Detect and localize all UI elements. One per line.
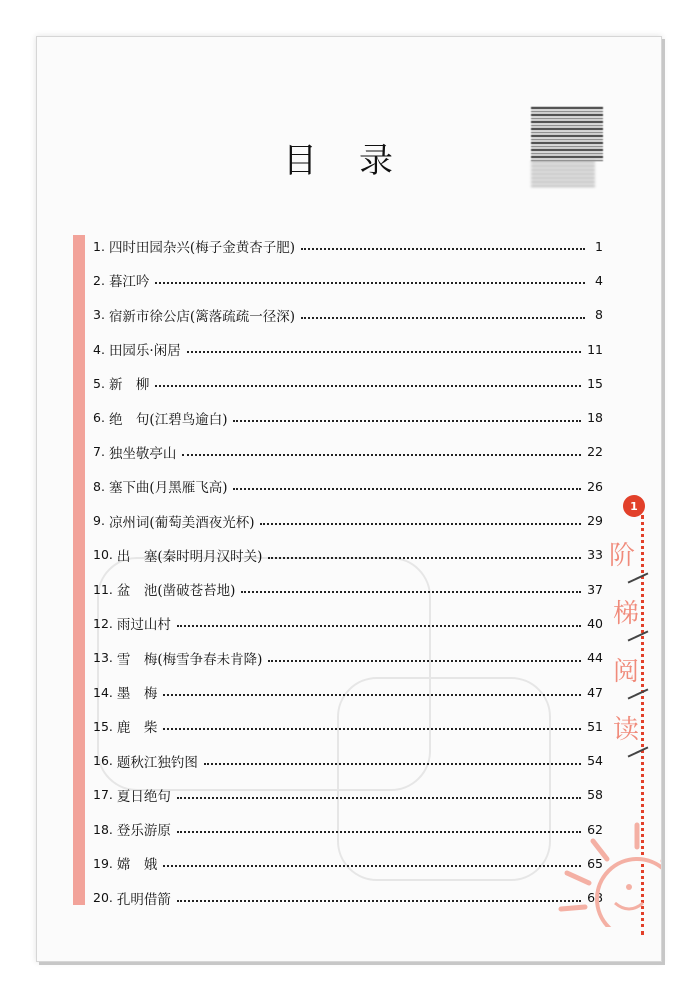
entry-number: 6. <box>93 410 105 426</box>
accent-bar <box>73 235 85 905</box>
leader-dots <box>163 728 581 730</box>
entry-number: 15. <box>93 718 113 734</box>
entry-number: 10. <box>93 547 113 563</box>
entry-page: 47 <box>587 684 603 700</box>
entry-title: 雨过山村 <box>116 617 171 634</box>
series-label-dash <box>628 688 649 699</box>
entry-title: 田园乐·闲居 <box>108 343 181 360</box>
toc-entry[interactable] <box>93 366 603 400</box>
entry-page: 51 <box>587 718 603 734</box>
entry-page: 33 <box>587 547 603 563</box>
entry-number: 20. <box>93 890 113 906</box>
leader-dots <box>163 865 581 867</box>
entry-title: 夏日绝句 <box>116 788 171 805</box>
entry-title: 孔明借箭 <box>116 891 171 908</box>
page-title <box>283 133 393 181</box>
page-title-char: 目 <box>283 140 317 181</box>
leader-dots <box>177 900 581 902</box>
toc-entry[interactable] <box>93 298 603 332</box>
toc-entry[interactable] <box>93 881 603 915</box>
toc-entry[interactable] <box>93 538 603 572</box>
leader-dots <box>187 351 581 353</box>
sun-decoration-icon <box>545 807 662 927</box>
entry-page: 54 <box>587 753 603 769</box>
entry-number: 8. <box>93 478 105 494</box>
page-title-char: 录 <box>359 140 393 181</box>
series-label-char: 读 <box>613 715 640 745</box>
leader-dots <box>268 660 581 662</box>
toc-entry[interactable] <box>93 675 603 709</box>
toc-entry[interactable] <box>93 503 603 537</box>
book-page <box>36 36 662 962</box>
entry-title: 宿新市徐公店(篱落疏疏一径深) <box>108 308 295 325</box>
toc-entry[interactable] <box>93 641 603 675</box>
entry-number: 17. <box>93 787 113 803</box>
entry-page: 11 <box>587 341 603 357</box>
entry-title: 凉州词(葡萄美酒夜光杯) <box>108 514 255 531</box>
page-number-badge: 1 <box>623 495 645 517</box>
entry-page: 40 <box>587 615 603 631</box>
leader-dots <box>268 557 581 559</box>
entry-title: 塞下曲(月黑雁飞高) <box>108 480 228 497</box>
toc-entry[interactable] <box>93 263 603 297</box>
leader-dots <box>163 694 581 696</box>
entry-number: 1. <box>93 238 105 254</box>
entry-page: 15 <box>587 375 603 391</box>
entry-title: 绝 句(江碧鸟逾白) <box>108 411 228 428</box>
entry-number: 11. <box>93 581 113 597</box>
toc-entry[interactable] <box>93 435 603 469</box>
leader-dots <box>260 523 581 525</box>
entry-number: 16. <box>93 753 113 769</box>
leader-dots <box>233 420 581 422</box>
leader-dots <box>204 763 581 765</box>
table-of-contents <box>93 229 603 915</box>
leader-dots <box>155 282 585 284</box>
series-label-dash <box>628 746 649 757</box>
entry-page: 65 <box>587 855 603 871</box>
toc-entry[interactable] <box>93 778 603 812</box>
entry-page: 26 <box>587 478 603 494</box>
entry-page: 4 <box>595 272 603 288</box>
entry-number: 12. <box>93 615 113 631</box>
barcode-image <box>531 107 603 161</box>
entry-title: 登乐游原 <box>116 823 171 840</box>
entry-page: 29 <box>587 513 603 529</box>
barcode-shadow <box>531 161 595 187</box>
entry-title: 四时田园杂兴(梅子金黄杏子肥) <box>108 240 295 257</box>
series-label-dash <box>628 630 649 641</box>
entry-page: 62 <box>587 821 603 837</box>
entry-number: 2. <box>93 272 105 288</box>
leader-dots <box>177 797 581 799</box>
series-label-char: 阅 <box>613 657 640 687</box>
entry-title: 墨 梅 <box>116 686 158 702</box>
toc-entry[interactable] <box>93 332 603 366</box>
entry-number: 19. <box>93 855 113 871</box>
entry-number: 13. <box>93 650 113 666</box>
leader-dots <box>155 385 581 387</box>
entry-number: 4. <box>93 341 105 357</box>
entry-number: 9. <box>93 513 105 529</box>
entry-number: 18. <box>93 821 113 837</box>
series-label-char: 梯 <box>613 599 640 629</box>
entry-page: 58 <box>587 787 603 803</box>
entry-title: 雪 梅(梅雪争春未肯降) <box>116 651 263 668</box>
entry-page: 8 <box>595 307 603 323</box>
entry-page: 37 <box>587 581 603 597</box>
entry-title: 出 塞(秦时明月汉时关) <box>116 548 263 565</box>
leader-dots <box>241 591 581 593</box>
toc-entry[interactable] <box>93 572 603 606</box>
entry-title: 暮江吟 <box>108 274 150 291</box>
entry-page: 44 <box>587 650 603 666</box>
entry-page: 18 <box>587 410 603 426</box>
entry-number: 7. <box>93 444 105 460</box>
entry-title: 盆 池(凿破苍苔地) <box>116 583 236 600</box>
toc-entry[interactable] <box>93 743 603 777</box>
toc-entry[interactable] <box>93 229 603 263</box>
series-label-char: 阶 <box>609 541 636 571</box>
leader-dots <box>182 454 581 456</box>
leader-dots <box>301 248 585 250</box>
entry-number: 5. <box>93 375 105 391</box>
entry-page: 1 <box>595 238 603 254</box>
toc-entry[interactable] <box>93 709 603 743</box>
toc-entry[interactable] <box>93 606 603 640</box>
toc-entry[interactable] <box>93 400 603 434</box>
toc-entry[interactable] <box>93 812 603 846</box>
leader-dots <box>233 488 581 490</box>
entry-title: 嫦 娥 <box>116 857 158 874</box>
leader-dots <box>177 625 581 627</box>
entry-number: 14. <box>93 684 113 700</box>
entry-title: 独坐敬亭山 <box>108 445 177 462</box>
entry-title: 新 柳 <box>108 377 150 394</box>
toc-entry[interactable] <box>93 846 603 880</box>
entry-title: 鹿 柴 <box>116 720 158 737</box>
entry-number: 3. <box>93 307 105 323</box>
leader-dots <box>177 831 581 833</box>
entry-title: 题秋江独钓图 <box>116 754 198 771</box>
leader-dots <box>301 317 585 319</box>
series-label-dash <box>628 572 649 583</box>
entry-page: 22 <box>587 444 603 460</box>
toc-entry[interactable] <box>93 469 603 503</box>
entry-page: 68 <box>587 890 603 906</box>
